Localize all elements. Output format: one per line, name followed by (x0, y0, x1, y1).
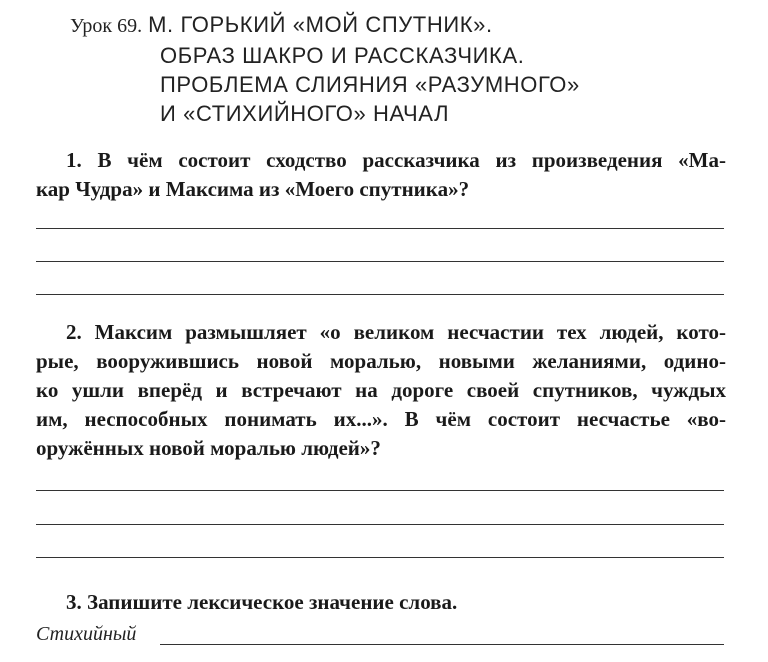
answer-line-1-2[interactable] (36, 261, 724, 262)
question-3 (36, 588, 726, 617)
lesson-title-text: М. ГОРЬКИЙ «МОЙ СПУТНИК». (148, 12, 493, 37)
lesson-title-line-2: ОБРАЗ ШАКРО И РАССКАЗЧИКА. (160, 43, 525, 68)
question-2-line-1: 2. Максим размышляет «о великом несчастии тех людей, кото- (66, 320, 726, 344)
question-3-line-1: 3. Запишите лексическое значение слова. (66, 590, 458, 614)
question-2-line-2: рые, вооружившись новой моралью, новыми желаниями, одино- (36, 349, 726, 373)
answer-line-2-2[interactable] (36, 524, 724, 525)
word-definition-row (36, 620, 726, 650)
question-2-line-3: ко ушли вперёд и встречают на дороге своей спутников, чуждых (36, 378, 726, 402)
question-1-line-2: кар Чудра» и Максима из «Моего спутника»? (36, 177, 470, 201)
answer-line-2-3[interactable] (36, 557, 724, 558)
question-2 (36, 318, 726, 463)
answer-line-2-1[interactable] (36, 490, 724, 491)
question-2-line-4: им, неспособных понимать их...». В чём состоит несчастье «во- (36, 407, 726, 431)
lesson-title-line-4: И «СТИХИЙНОГО» НАЧАЛ (160, 101, 450, 126)
word-answer-line[interactable] (160, 644, 724, 645)
word-label: Стихийный (36, 623, 137, 645)
question-1-line-1: 1. В чём состоит сходство рассказчика из произведения «Ма- (66, 148, 726, 172)
answer-line-1-3[interactable] (36, 294, 724, 295)
lesson-title-line-3: ПРОБЛЕМА СЛИЯНИЯ «РАЗУМНОГО» (160, 72, 580, 97)
question-1 (36, 146, 726, 204)
lesson-title-line-1 (70, 10, 750, 41)
lesson-number: Урок 69. (70, 15, 143, 37)
question-2-line-5: оружённых новой моралью людей»? (36, 436, 381, 460)
lesson-header (70, 10, 750, 128)
answer-line-1-1[interactable] (36, 228, 724, 229)
